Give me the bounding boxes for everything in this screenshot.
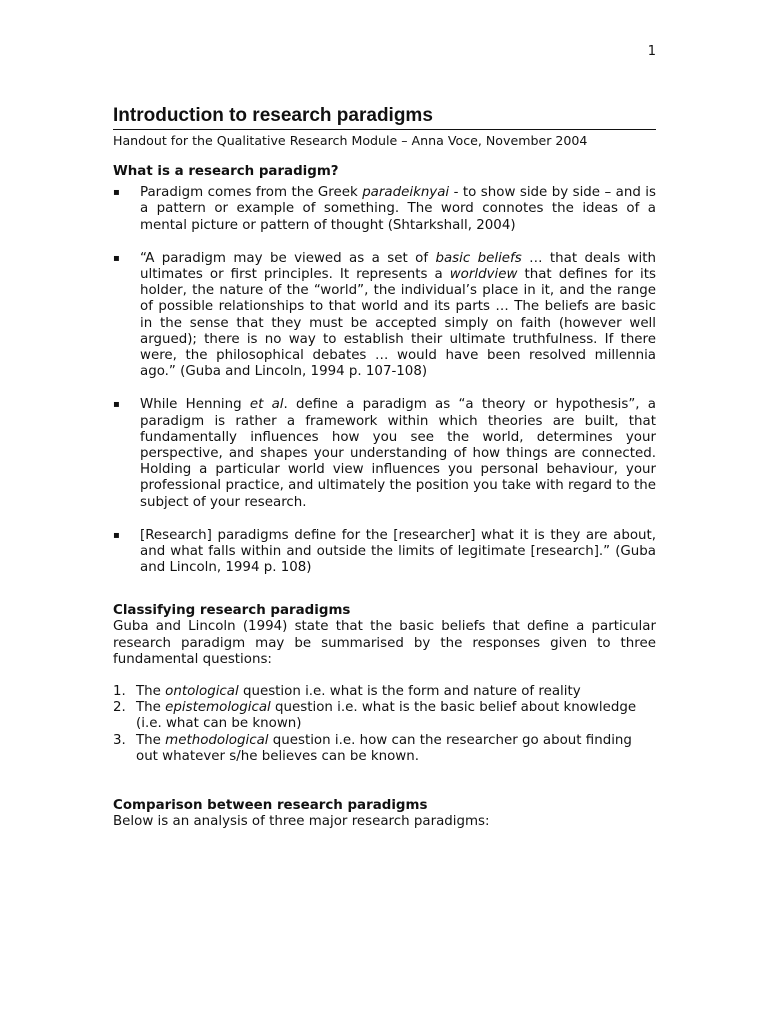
document-body (113, 104, 656, 830)
bullet-icon: ▪ (113, 529, 120, 541)
fundamental-questions-list (113, 684, 656, 765)
heading-classifying-paradigms: Classifying research paradigms (113, 603, 351, 619)
text: While Henning (140, 397, 250, 413)
emphasis: epistemological (165, 700, 271, 716)
text: “A paradigm may be viewed as a set of (140, 250, 436, 266)
emphasis: methodological (165, 732, 269, 748)
bullet-icon: ▪ (113, 399, 120, 411)
list-item (113, 185, 656, 234)
page-number: 1 (647, 44, 656, 59)
emphasis: basic beliefs (435, 250, 522, 266)
text: - to show side by side – and is a pattern or example of something. The word connotes the ideas of a mental picture or pattern of thought (Shtarkshall, 2004) (140, 185, 656, 233)
bullet-icon: ▪ (113, 187, 120, 199)
emphasis: worldview (449, 267, 518, 283)
text: that defines for its holder, the nature of the “world”, the individual’s place in it, and the range of possible relationships to that world and its parts … The beliefs are basic in the sense that they must be accepted simply on faith (however well argued); there is no way to establish their ultimate truthfulness. If there were, the philosophical debates … would have been resolved millennia ago.” (Guba and Lincoln, 1994 p. 107-108) (140, 267, 656, 380)
text: The (136, 700, 166, 716)
heading-comparison-paradigms: Comparison between research paradigms (113, 798, 428, 814)
emphasis: paradeiknyai (362, 185, 450, 201)
comparison-intro: Below is an analysis of three major research paradigms: (113, 814, 490, 830)
classifying-intro: Guba and Lincoln (1994) state that the basic beliefs that define a particular research paradigm may be summarised by the responses given to three fundamental questions: (113, 619, 656, 667)
list-item (113, 700, 656, 732)
list-item (113, 251, 656, 381)
paradigm-definition-list (113, 185, 656, 576)
emphasis: ontological (165, 684, 239, 700)
list-number: 3. (113, 732, 126, 748)
text: . define a paradigm as “a theory or hypothesis”, a paradigm is rather a framework within which theories are built, that fundamentally influences how you see the world, determines your perspective, and shapes your understanding of how things are connected. Holding a particular world view influences you personal behaviour, your professional practice, and ultimately the position you take with regard to the subject of your research. (140, 397, 656, 510)
text: Paradigm comes from the Greek (140, 185, 363, 201)
text: question i.e. what is the basic belief about knowledge (i.e. what can be known) (136, 700, 637, 732)
document-subtitle: Handout for the Qualitative Research Module – Anna Voce, November 2004 (113, 133, 588, 148)
bullet-icon: ▪ (113, 252, 120, 264)
list-item (113, 397, 656, 510)
heading-what-is-paradigm: What is a research paradigm? (113, 164, 339, 180)
text: The (136, 732, 166, 748)
text: [Research] paradigms define for the [researcher] what it is they are about, and what falls within and outside the limits of legitimate [research].” (Guba and Lincoln, 1994 p. 108) (140, 527, 656, 576)
list-number: 2. (113, 700, 126, 716)
list-number: 1. (113, 684, 126, 700)
text: question i.e. how can the researcher go about finding out whatever s/he believes can be known. (136, 732, 632, 764)
list-item (113, 528, 656, 577)
list-item (113, 733, 656, 765)
text: … that deals with ultimates or first principles. It represents a (140, 250, 656, 283)
emphasis: et al (249, 397, 284, 413)
list-item (113, 684, 656, 700)
text: question i.e. what is the form and nature of reality (238, 684, 581, 700)
document-title: Introduction to research paradigms (113, 104, 656, 130)
text: The (136, 684, 166, 700)
